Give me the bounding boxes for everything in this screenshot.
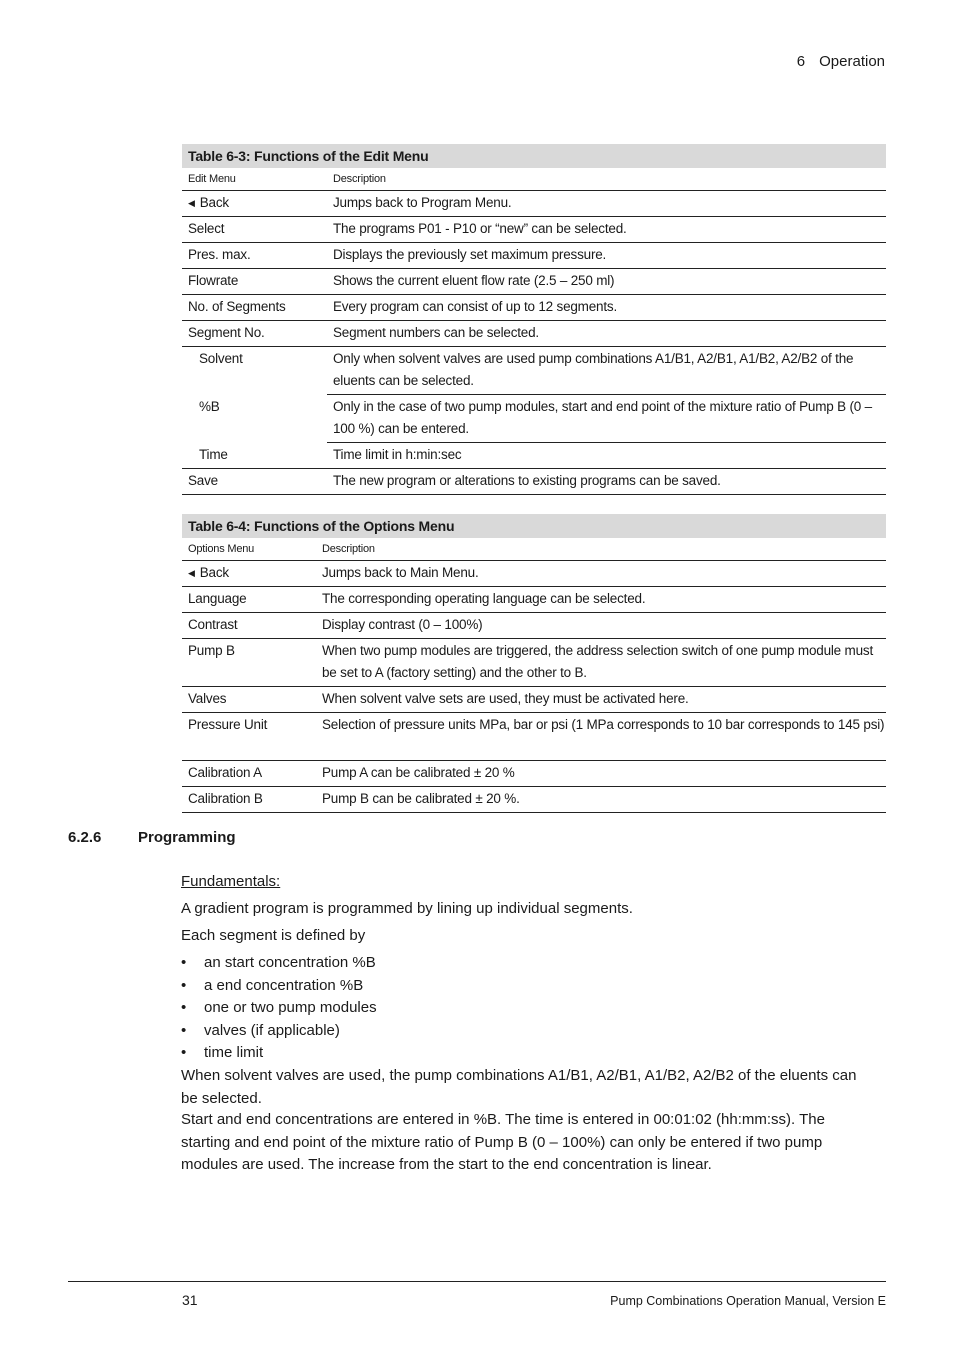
description-cell: The corresponding operating language can be selected.: [316, 587, 886, 613]
footer-divider: [68, 1281, 886, 1282]
menu-cell: Contrast: [182, 613, 316, 639]
section-number: 6.2.6: [68, 829, 102, 846]
column-header-description: Description: [316, 538, 886, 561]
description-cell: When solvent valve sets are used, they must be activated here.: [316, 687, 886, 713]
table-row: [182, 639, 886, 687]
description-cell: Pump A can be calibrated ± 20 %: [316, 761, 886, 787]
menu-cell: Calibration B: [182, 787, 316, 813]
menu-cell: Pressure Unit: [182, 713, 316, 761]
table-row: [182, 395, 886, 443]
description-cell: Time limit in h:min:sec: [327, 443, 886, 469]
list-item: • an start concentration %B: [181, 954, 376, 971]
menu-cell: %B: [199, 398, 220, 414]
table-row: [182, 787, 886, 813]
menu-cell: Select: [182, 217, 327, 243]
description-cell: Segment numbers can be selected.: [327, 321, 886, 347]
description-cell: The programs P01 - P10 or “new” can be selected.: [327, 217, 886, 243]
menu-cell: Pump B: [182, 639, 316, 687]
menu-cell: Valves: [182, 687, 316, 713]
document-title: Pump Combinations Operation Manual, Version E: [610, 1294, 886, 1308]
description-cell: Jumps back to Program Menu.: [327, 191, 886, 217]
description-cell: Display contrast (0 – 100%): [316, 613, 886, 639]
list-item: • valves (if applicable): [181, 1021, 340, 1039]
segment-definition-list: [181, 952, 871, 1065]
menu-cell: No. of Segments: [182, 295, 327, 321]
table-caption: Table 6-3: Functions of the Edit Menu: [182, 144, 886, 168]
menu-cell: Save: [182, 469, 327, 495]
description-cell: Only when solvent valves are used pump combinations A1/B1, A2/B1, A1/B2, A2/B2 of the eluents can be selected.: [327, 347, 886, 395]
solvent-valves-paragraph: When solvent valves are used, the pump combinations A1/B1, A2/B1, A1/B2, A2/B2 of the eluents can be selected.: [181, 1067, 857, 1107]
concentration-paragraph: Start and end concentrations are entered in %B. The time is entered in 00:01:02 (hh:mm:ss). The starting and end point of the mixture ratio of Pump B (0 – 100%) can only be entered if two pump modules are used. The increase from the start to the end concentration is linear.: [181, 1111, 825, 1173]
options-menu-table: [182, 514, 886, 813]
menu-cell: Calibration A: [182, 761, 316, 787]
table-row: [182, 687, 886, 713]
running-header: [797, 53, 885, 70]
description-cell: Selection of pressure units MPa, bar or psi (1 MPa corresponds to 10 bar corresponds to 145 psi): [316, 713, 886, 761]
menu-cell: Time: [182, 443, 327, 469]
edit-menu-table: [182, 144, 886, 495]
table-row: [182, 295, 886, 321]
table-row: [182, 443, 886, 469]
description-cell: Pump B can be calibrated ± 20 %.: [316, 787, 886, 813]
menu-cell: Language: [182, 587, 316, 613]
column-header-menu: Edit Menu: [182, 168, 327, 191]
table-row: [182, 243, 886, 269]
menu-cell: ◀ Back: [182, 561, 316, 587]
table-row: [182, 761, 886, 787]
list-item: • one or two pump modules: [181, 999, 377, 1016]
menu-cell: Flowrate: [182, 269, 327, 295]
menu-cell: ◀ Back: [182, 191, 327, 217]
description-cell: Every program can consist of up to 12 segments.: [327, 295, 886, 321]
menu-cell: Pres. max.: [182, 243, 327, 269]
chapter-number: 6: [796, 53, 806, 70]
column-header-description: Description: [327, 168, 886, 191]
table-row: [182, 613, 886, 639]
description-cell: Displays the previously set maximum pressure.: [327, 243, 886, 269]
triangle-left-icon: ◀: [188, 198, 195, 208]
section-title: Programming: [138, 829, 236, 846]
table-row: [182, 217, 886, 243]
table-row: [182, 561, 886, 587]
column-header-menu: Options Menu: [182, 538, 316, 561]
description-cell: Only in the case of two pump modules, start and end point of the mixture ratio of Pump B (0 – 100 %) can be entered.: [327, 395, 886, 443]
table-row: [182, 269, 886, 295]
fundamentals-label: Fundamentals:: [181, 873, 281, 890]
chapter-title: Operation: [819, 53, 885, 70]
table-caption: Table 6-4: Functions of the Options Menu: [182, 514, 886, 538]
defined-by-paragraph: Each segment is defined by: [181, 927, 366, 944]
list-item: • time limit: [181, 1044, 264, 1061]
table-row: [182, 191, 886, 217]
description-cell: The new program or alterations to existing programs can be saved.: [327, 469, 886, 495]
table-row: [182, 587, 886, 613]
page-number: 31: [182, 1292, 198, 1308]
menu-cell: Solvent: [199, 351, 243, 366]
menu-cell: Segment No.: [182, 321, 327, 347]
description-cell: Shows the current eluent flow rate (2.5 – 250 ml): [327, 269, 886, 295]
list-item: • a end concentration %B: [181, 976, 364, 994]
description-cell: When two pump modules are triggered, the address selection switch of one pump module must be set to A (factory setting) and the other to B.: [316, 639, 886, 687]
description-cell: Jumps back to Main Menu.: [316, 561, 886, 587]
triangle-left-icon: ◀: [188, 568, 195, 578]
table-row: [182, 469, 886, 495]
intro-paragraph: A gradient program is programmed by lining up individual segments.: [181, 900, 633, 917]
table-row: [182, 347, 886, 395]
table-row: [182, 713, 886, 761]
table-row: [182, 321, 886, 347]
